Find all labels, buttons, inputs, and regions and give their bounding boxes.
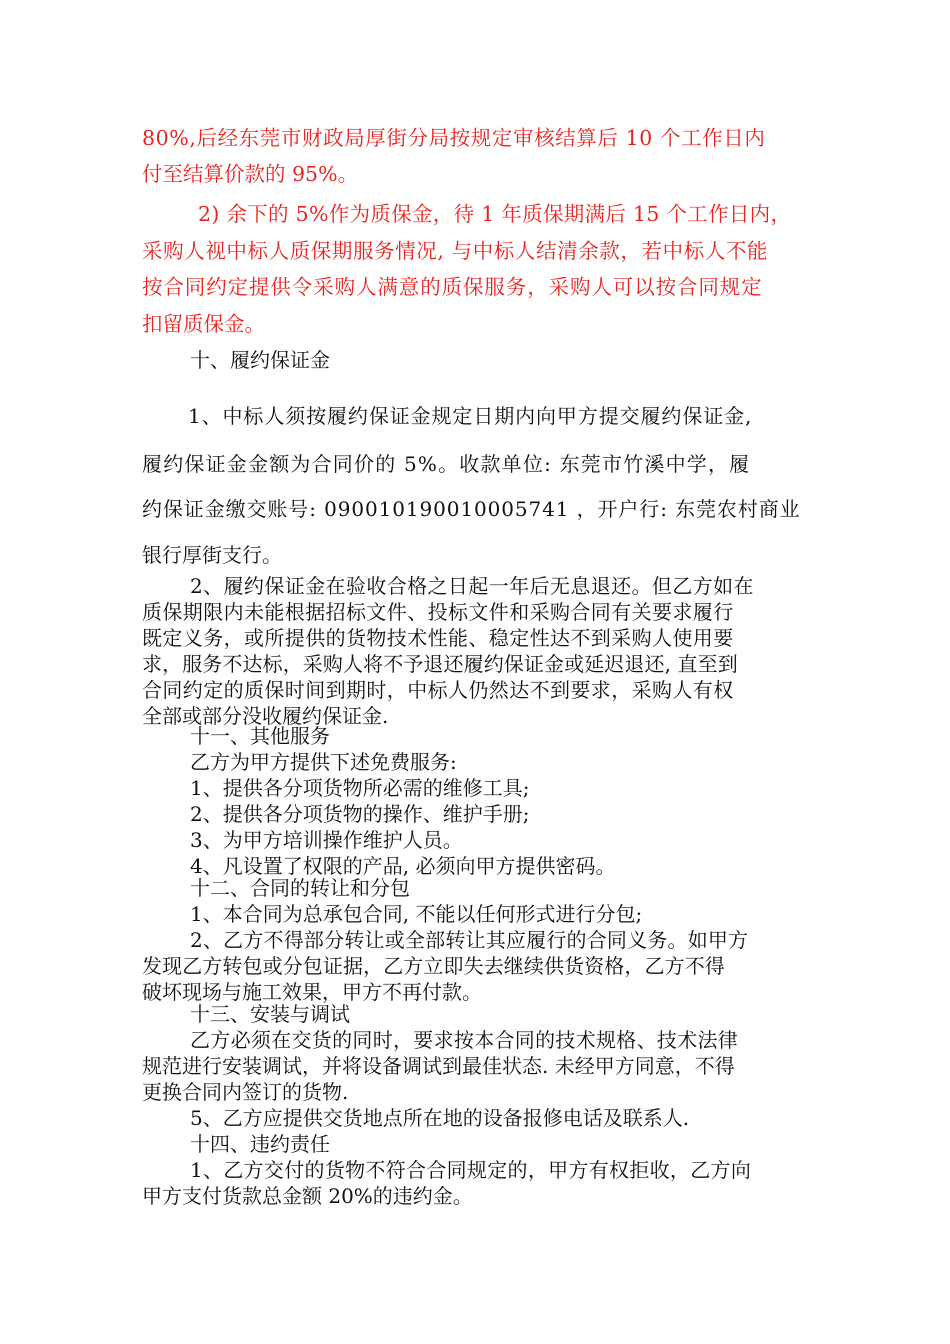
liability-line-2: 甲方支付货款总金额 20%的违约金。 — [142, 1184, 473, 1208]
refund-line-3: 既定义务，或所提供的货物技术性能、稳定性达不到采购人使用要 — [142, 626, 734, 650]
install-line-2: 规范进行安装调试，并将设备调试到最佳状态. 未经甲方同意，不得 — [142, 1054, 735, 1078]
section-14-heading: 十四、违约责任 — [190, 1132, 330, 1156]
section-11-heading: 十一、其他服务 — [190, 724, 330, 748]
section-10-heading: 十、履约保证金 — [190, 348, 330, 372]
liability-line-1: 1、乙方交付的货物不符合合同规定的，甲方有权拒收，乙方向 — [190, 1158, 752, 1182]
refund-line-5: 合同约定的质保时间到期时，中标人仍然达不到要求，采购人有权 — [142, 678, 734, 702]
refund-line-1: 2、履约保证金在验收合格之日起一年后无息退还。但乙方如在 — [190, 574, 754, 598]
retention-line-2: 采购人视中标人质保期服务情况, 与中标人结清余款，若中标人不能 — [142, 239, 769, 263]
install-line-3: 更换合同内签订的货物. — [142, 1080, 349, 1104]
transfer-item-2-line-2: 发现乙方转包或分包证据，乙方立即失去继续供货资格，乙方不得 — [142, 954, 725, 978]
services-intro: 乙方为甲方提供下述免费服务: — [190, 750, 457, 774]
section-13-heading: 十三、安装与调试 — [190, 1002, 350, 1026]
service-item-1: 1、提供各分项货物所必需的维修工具; — [190, 776, 530, 800]
payment-line-2: 付至结算价款的 95%。 — [142, 162, 359, 186]
bond-line-2: 履约保证金金额为合同价的 5%。收款单位: 东莞市竹溪中学，履 — [142, 452, 751, 476]
section-12-heading: 十二、合同的转让和分包 — [190, 876, 410, 900]
service-item-3: 3、为甲方培训操作维护人员。 — [190, 828, 463, 852]
service-item-4: 4、凡设置了权限的产品, 必须向甲方提供密码。 — [190, 854, 616, 878]
transfer-item-2-line-3: 破坏现场与施工效果，甲方不再付款。 — [142, 980, 482, 1004]
payment-line-1: 80%,后经东莞市财政局厚街分局按规定审核结算后 10 个工作日内 — [142, 126, 766, 150]
refund-line-4: 求，服务不达标，采购人将不予退还履约保证金或延迟退还, 直至到 — [142, 652, 738, 676]
bond-line-1: 1、中标人须按履约保证金规定日期内向甲方提交履约保证金, — [188, 404, 753, 428]
transfer-item-1: 1、本合同为总承包合同, 不能以任何形式进行分包; — [190, 902, 643, 926]
install-item-5: 5、乙方应提供交货地点所在地的设备报修电话及联系人. — [190, 1106, 690, 1130]
refund-line-6: 全部或部分没收履约保证金. — [142, 704, 389, 728]
transfer-item-2-line-1: 2、乙方不得部分转让或全部转让其应履行的合同义务。如甲方 — [190, 928, 749, 952]
retention-line-3: 按合同约定提供令采购人满意的质保服务，采购人可以按合同规定 — [142, 275, 763, 299]
retention-line-4: 扣留质保金。 — [142, 312, 265, 336]
service-item-2: 2、提供各分项货物的操作、维护手册; — [190, 802, 530, 826]
bond-line-4: 银行厚街支行。 — [142, 543, 282, 567]
install-line-1: 乙方必须在交货的同时，要求按本合同的技术规格、技术法律 — [190, 1028, 739, 1052]
bond-line-3: 约保证金缴交账号: 090010190010005741 ，开户行: 东莞农村商业 — [142, 497, 801, 521]
retention-line-1: 2) 余下的 5%作为质保金，待 1 年质保期满后 15 个工作日内， — [198, 202, 792, 226]
refund-line-2: 质保期限内未能根据招标文件、投标文件和采购合同有关要求履行 — [142, 600, 734, 624]
